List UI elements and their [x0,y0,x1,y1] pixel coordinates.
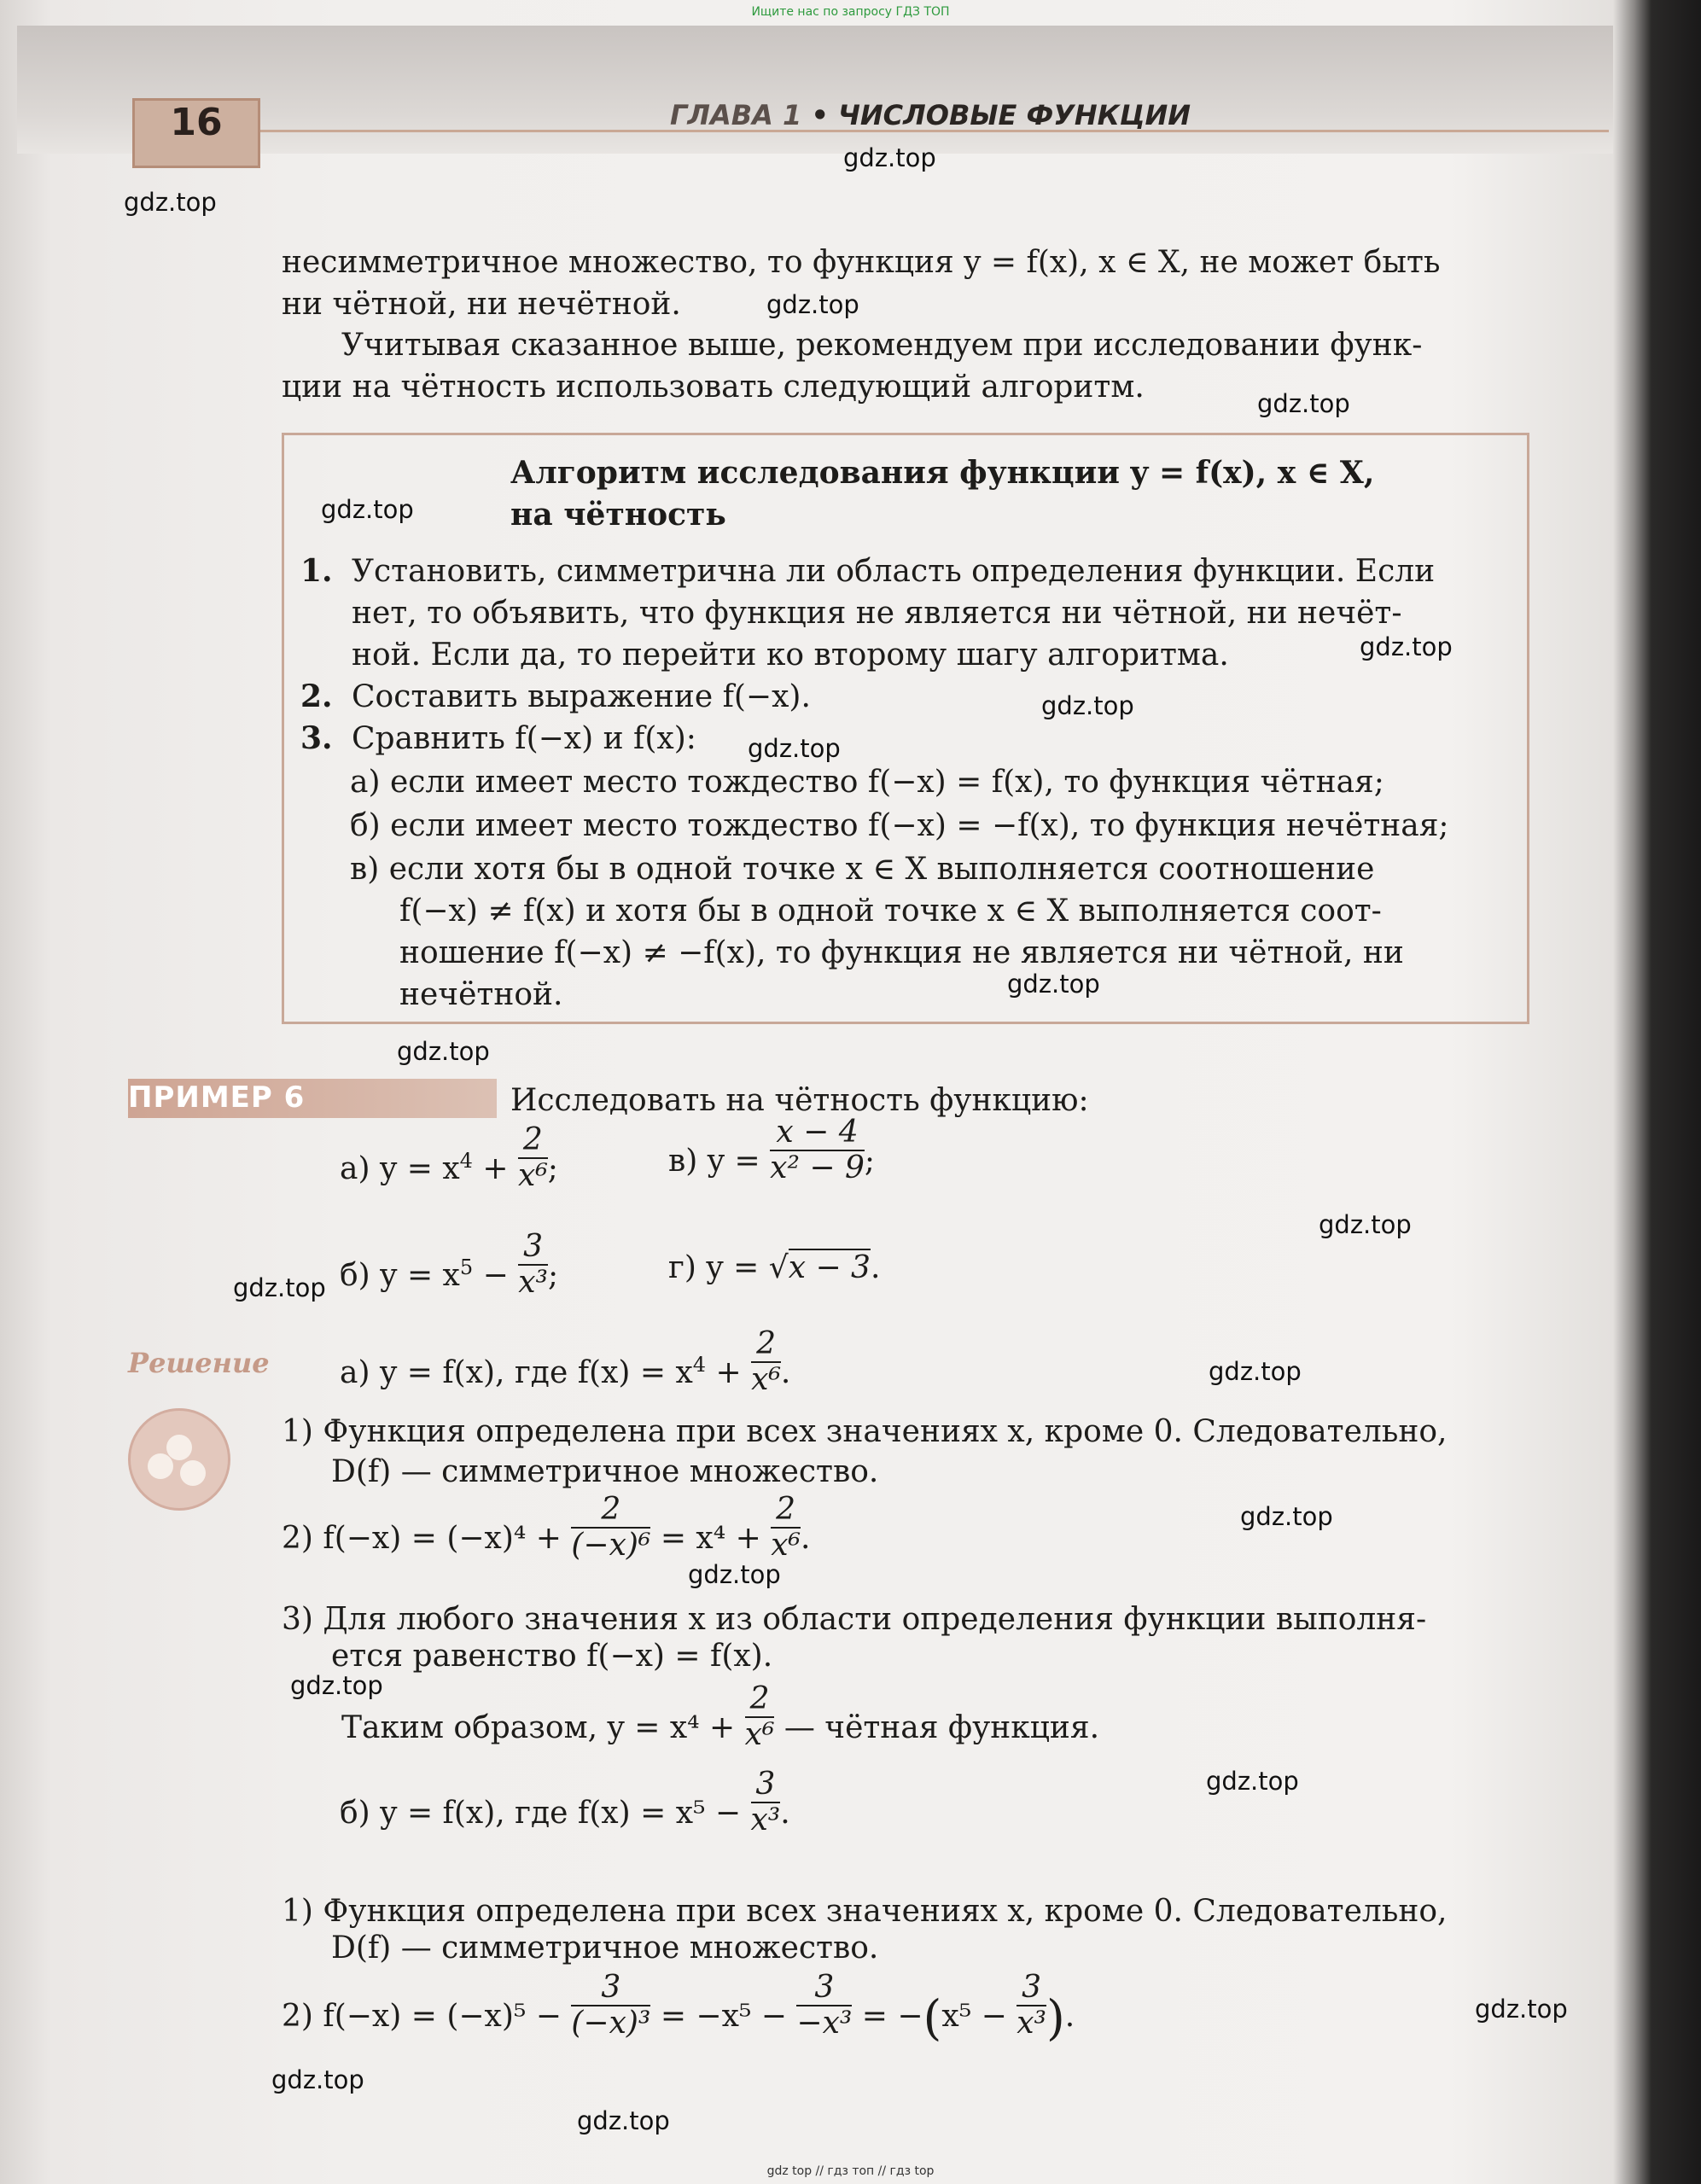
solution-b-head-prefix: б) y = f(x), где f(x) = x⁵ − [340,1796,742,1831]
example-b-den: x³ [518,1265,548,1300]
watermark: gdz.top [1257,389,1350,418]
solution-b2-den-2: −x³ [796,2006,853,2041]
example-a [340,1122,558,1193]
top-note: Ищите нас по запросу ГДЗ ТОП [751,5,950,19]
solution-a-head-plus: + [715,1355,742,1390]
intro-line-2: ни чётной, ни нечётной. [282,287,681,322]
dot-3 [180,1460,206,1486]
watermark: gdz.top [1360,632,1453,661]
example-a-exp: 4 [459,1149,473,1173]
solution-b1-line-1: 1) Функция определена при всех значениях x, кроме 0. Следовательно, [282,1894,1448,1929]
solution-a-head-fraction [751,1327,781,1397]
solution-b2-fraction-3 [1017,1971,1046,2041]
page-number: 16 [170,101,223,144]
solution-conclusion-prefix: Таким образом, y = x⁴ + [341,1710,736,1745]
example-g [668,1247,880,1289]
solution-a-head-exp: 4 [692,1353,707,1377]
step-2-number: 2. [300,678,333,714]
watermark: gdz.top [688,1560,781,1589]
solution-b2-num-1: 3 [571,1971,650,2006]
watermark: gdz.top [233,1273,326,1302]
solution-a1-line-2: D(f) — симметричное множество. [331,1454,879,1489]
step-3-sub-a: а) если имеет место тождество f(−x) = f(x), то функция чётная; [350,765,1384,800]
solution-a2-prefix: 2) f(−x) = (−x)⁴ + [282,1521,562,1556]
example-b-end: ; [547,1258,559,1293]
dot-1 [148,1453,173,1479]
solution-a2 [282,1492,811,1563]
solution-b2-den-3: x³ [1017,2006,1046,2041]
solution-conclusion-den: x⁶ [744,1717,775,1752]
solution-conclusion-fraction [745,1682,775,1752]
solution-dots-icon [128,1408,230,1511]
solution-b2-paren-open: ( [923,1990,942,2047]
step-1-line-2: нет, то объявить, что функция не является ни чётной, ни нечёт- [352,596,1402,631]
solution-a-head [340,1326,791,1397]
watermark: gdz.top [843,143,936,172]
step-3-text: Сравнить f(−x) и f(x): [352,721,696,756]
step-3-sub-c-4: нечётной. [399,977,563,1012]
algorithm-title-1: Алгоритм исследования функции y = f(x), x ∈ X, [510,455,1375,491]
example-a-plus: + [482,1151,509,1186]
solution-b2-end: . [1064,1999,1075,2034]
solution-a2-den-1: (−x)⁶ [571,1528,651,1563]
watermark: gdz.top [1319,1210,1412,1239]
intro-line-4: ции на чётность использовать следующий алгоритм. [282,370,1145,405]
solution-b2-mid-2: = − [861,1999,923,2034]
watermark: gdz.top [1041,691,1134,720]
solution-b2-mid-1: = −x⁵ − [660,1999,787,2034]
example-v-den: x² − 9 [770,1150,865,1185]
watermark: gdz.top [290,1671,383,1700]
chapter-title [670,99,1191,131]
example-a-end: ; [547,1151,558,1186]
intro-line-3: Учитывая сказанное выше, рекомендуем при исследовании функ- [341,328,1423,363]
solution-b2-num-2: 3 [796,1971,852,2006]
example-g-radicand: x − 3 [788,1250,871,1285]
watermark: gdz.top [1240,1502,1333,1531]
watermark: gdz.top [1206,1767,1299,1796]
example-a-den: x⁶ [518,1158,548,1193]
example-a-num: 2 [518,1123,548,1159]
solution-b1-line-2: D(f) — симметричное множество. [331,1931,879,1966]
step-3-number: 3. [300,720,333,756]
solution-a2-den-2: x⁶ [771,1528,801,1563]
step-1-line-1: Установить, симметрична ли область определения функции. Если [352,554,1436,589]
example-v-num: x − 4 [770,1115,865,1151]
solution-a2-mid: = x⁴ + [660,1521,761,1556]
solution-a-head-end: . [780,1355,791,1390]
solution-a-head-num: 2 [751,1327,781,1363]
example-b-prefix: б) y = x [340,1258,460,1293]
solution-a1-line-1: 1) Функция определена при всех значениях x, кроме 0. Следовательно, [282,1414,1448,1449]
example-v-prefix: в) y = [668,1144,760,1179]
step-2-text: Составить выражение f(−x). [352,679,811,714]
solution-a3-line-1: 3) Для любого значения x из области определения функции выполня- [282,1602,1427,1637]
solution-b2-fraction-2 [796,1971,852,2041]
example-v-fraction [770,1115,865,1185]
example-b-exp: 5 [459,1255,474,1279]
chapter-bullet: • [811,99,829,131]
solution-label: Решение [128,1347,270,1379]
solution-b2-paren-close: ) [1046,1990,1065,2047]
algorithm-title-2: на чётность [510,497,726,533]
example-a-prefix: а) y = x [340,1151,460,1186]
chapter-name: ЧИСЛОВЫЕ ФУНКЦИИ [838,99,1191,131]
example-b-minus: − [482,1258,509,1293]
dot-2 [166,1435,192,1460]
step-1-line-3: ной. Если да, то перейти ко второму шагу алгоритма. [352,638,1229,673]
step-1-number: 1. [300,553,333,589]
solution-a3-line-2: ется равенство f(−x) = f(x). [331,1639,773,1674]
solution-b2-fraction-1 [571,1971,650,2041]
solution-conclusion-num: 2 [745,1682,775,1718]
solution-a-head-prefix: а) y = f(x), где f(x) = x [340,1355,693,1390]
step-3-sub-b: б) если имеет место тождество f(−x) = −f(x), то функция нечётная; [350,808,1449,843]
sqrt-sign-icon: √ [768,1250,789,1285]
watermark: gdz.top [124,188,217,217]
solution-b-head-den: x³ [750,1803,781,1837]
example-v-end: ; [864,1144,875,1179]
solution-a-head-den: x⁶ [751,1362,781,1397]
bottom-note: gdz top // гдз топ // гдз top [766,2164,935,2178]
solution-conclusion [341,1681,1100,1752]
solution-conclusion-end: — чётная функция. [784,1710,1100,1745]
chapter-prefix: ГЛАВА 1 [670,99,802,131]
solution-b-head-end: . [780,1796,790,1831]
solution-b2-prefix: 2) f(−x) = (−x)⁵ − [282,1999,562,2034]
step-3-sub-c-1: в) если хотя бы в одной точке x ∈ X выполняется соотношение [350,852,1375,887]
watermark: gdz.top [271,2065,364,2094]
example-b-fraction [518,1230,548,1300]
solution-b2-den-1: (−x)³ [571,2006,651,2041]
example-g-prefix: г) y = [668,1250,760,1285]
watermark: gdz.top [1007,970,1100,999]
step-3-sub-c-2: f(−x) ≠ f(x) и хотя бы в одной точке x ∈ X выполняется соот- [399,894,1382,929]
solution-a2-num-1: 2 [571,1493,650,1529]
watermark: gdz.top [748,734,841,763]
solution-b-head-num: 3 [751,1768,781,1803]
example-g-end: . [870,1250,881,1285]
solution-a2-fraction-1 [571,1493,650,1563]
step-3-sub-c-3: ношение f(−x) ≠ −f(x), то функция не является ни чётной, ни [399,935,1404,970]
solution-b2-num-3: 3 [1017,1971,1046,2006]
solution-b2 [282,1970,1075,2047]
solution-b-head-fraction [751,1768,781,1837]
example-task: Исследовать на чётность функцию: [510,1083,1089,1118]
example-a-fraction [518,1123,548,1193]
watermark: gdz.top [766,290,859,319]
solution-a2-end: . [800,1521,811,1556]
example-v [668,1115,875,1185]
example-b [340,1229,559,1300]
intro-line-1: несимметричное множество, то функция y = f(x), x ∈ X, не может быть [282,245,1441,280]
solution-b-head [340,1767,790,1837]
example-b-num: 3 [518,1230,548,1266]
watermark: gdz.top [397,1037,490,1066]
watermark: gdz.top [321,495,414,524]
watermark: gdz.top [577,2106,670,2135]
example-label: ПРИМЕР 6 [128,1080,306,1115]
solution-a2-fraction-2 [771,1493,801,1563]
watermark: gdz.top [1475,1995,1568,2024]
solution-b2-inner: x⁵ − [941,1999,1007,2034]
solution-a2-num-2: 2 [771,1493,801,1529]
watermark: gdz.top [1209,1357,1302,1386]
